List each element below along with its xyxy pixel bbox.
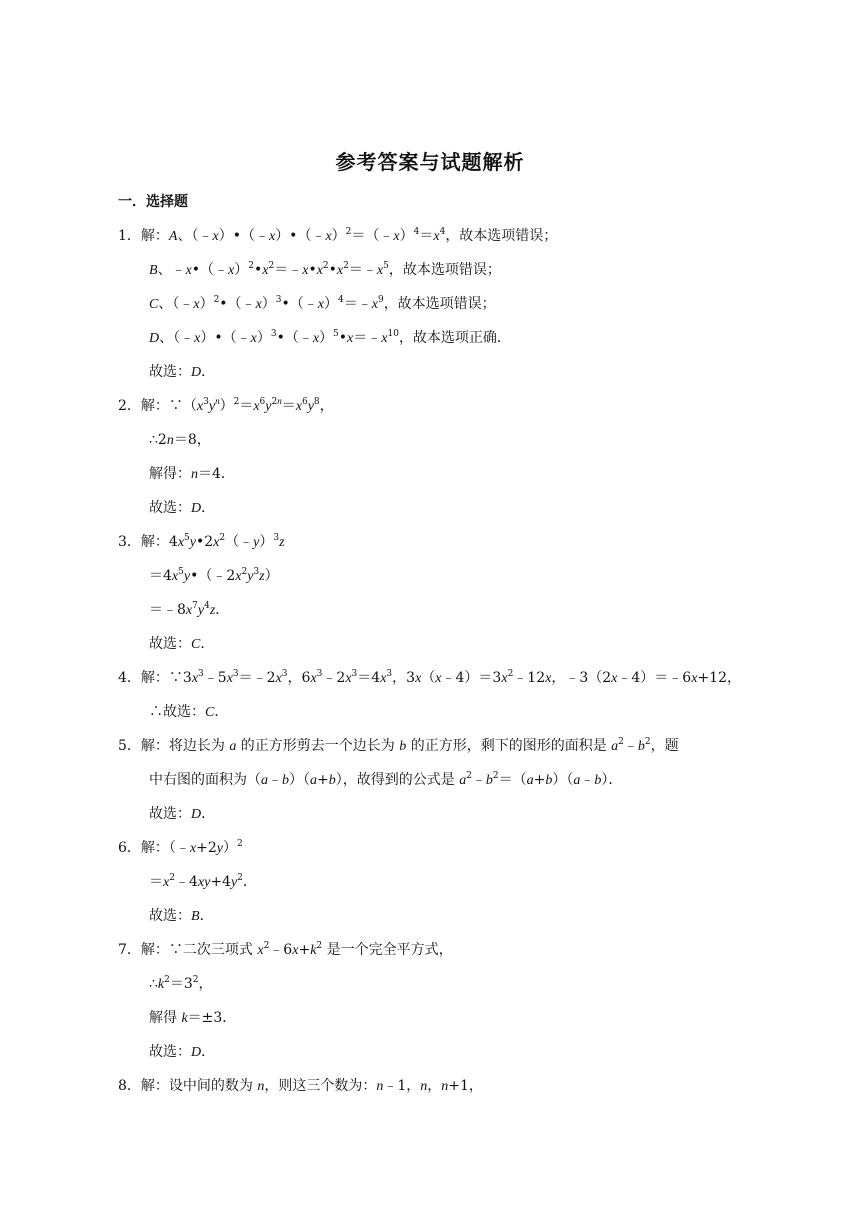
answer-line-9: 故选：D． — [149, 500, 216, 516]
answer-line-25: 故选：D． — [149, 1044, 216, 1060]
answer-line-19: 6．解：（﹣x+2y）$^2$ — [118, 839, 243, 856]
answer-line-6: 2．解：$\because(x^3y^n)^2=x^6y^{2n}=x^6y^8$， — [118, 396, 334, 414]
page-title: 参考答案与试题解析 — [335, 150, 525, 174]
answer-line-1: 1．解：A、$(﹣x)•(﹣x)•(﹣x)^2=(﹣x)^4=x^4$，故本选项错误； — [118, 227, 558, 244]
answer-line-12: $=﹣8x^7y^4z$． — [149, 601, 230, 618]
answer-line-7: ∴2n＝8， — [149, 432, 211, 448]
answer-line-17: 中右图的面积为（a﹣b）（a+b），故得到的公式是 $a^2﹣b^2=(a+b)(a﹣b)$． — [149, 771, 623, 788]
answer-line-13: 故选：C． — [149, 636, 215, 652]
answer-line-8: 解得：n＝4． — [149, 466, 235, 482]
answer-line-16: 5．解：将边长为 a 的正方形剪去一个边长为 b 的正方形，剩下的图形的面积是 $a^2﹣b^2$，题 — [118, 737, 679, 754]
answer-line-15: ∴故选：C． — [149, 704, 229, 720]
answer-line-5: 故选：D． — [149, 364, 216, 380]
answer-line-22: 7．解：∵二次三项式 $x^2﹣6x+k^2$ 是一个完全平方式， — [118, 941, 453, 958]
section-heading: 一．选择题 — [118, 194, 188, 210]
answer-line-20: $=x^2﹣4xy+4y^2$． — [149, 873, 257, 890]
answer-line-2: B、$﹣x•(﹣x)^2•x^2=﹣x•x^2•x^2=﹣x^5$，故本选项错误； — [149, 261, 501, 278]
answer-line-3: C、$(﹣x)^2•(﹣x)^3•(﹣x)^4=﹣x^9$，故本选项错误； — [149, 295, 496, 312]
answer-line-26: 8．解：设中间的数为 n，则这三个数为：n﹣1，n，n+1， — [118, 1078, 483, 1094]
answer-line-4: D、$(﹣x)•(﹣x)^3•(﹣x)^5•x=﹣x^{10}$，故本选项正确． — [149, 329, 511, 346]
answer-line-14: 4．解：$\because 3x^3﹣5x^3=﹣2x^3$，$6x^3﹣2x^3=4x^3$，$3x(x﹣4)=3x^2﹣12x$，﹣3（2x﹣4）＝﹣6x+12， — [118, 669, 741, 686]
answer-line-24: 解得 k＝±3． — [149, 1010, 237, 1026]
answer-line-18: 故选：D． — [149, 806, 216, 822]
answer-line-21: 故选：B． — [149, 908, 214, 924]
answer-line-11: $=4x^5y•(﹣2x^2y^3z)$ — [149, 567, 279, 584]
answer-line-23: $\therefore k^2=3^2$， — [149, 975, 213, 992]
answer-line-10: 3．解：$4x^5y•2x^2(﹣y)^3z$ — [118, 533, 285, 550]
